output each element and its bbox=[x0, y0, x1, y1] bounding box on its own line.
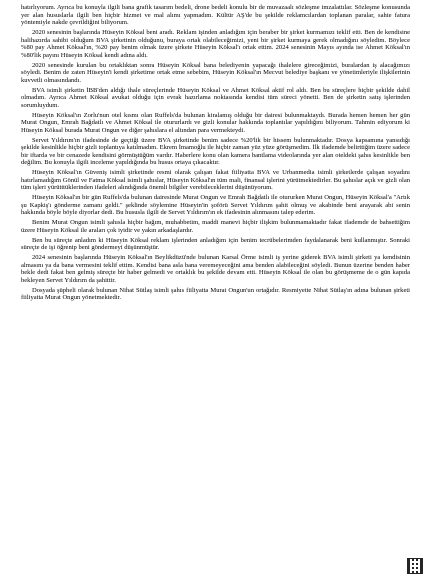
paragraph-3: 2020 senesinde kurulan bu ortaklıktan sonra Hüseyin Köksal bana belediyenin yapacağı ihalelere gireceğimizi, buralardan iş alacağımızı söyledi. Benim de zaten Hüseyin'i kendi şirketime ortak etme sebebim, Hüseyin Köksal'ın Mecvut belediye başkanı ve yönetimleriyle ilişkilerinin kuvvetli olmasındandı. bbox=[21, 61, 410, 84]
paragraph-10: Ben bu süreçte anladım ki Hüseyin Köksal reklam işlerinden anladığım için benim tecrübelerimden faydalanarak beni kullanmıştır. Sonraki süreçte de işi öğrenip beni göndermeyi düşünmüştür. bbox=[21, 236, 410, 252]
paragraph-9: Benim Murat Ongun isimli şahısla hiçbir bağım, muhabbetim, maddi manevi hiçbir ilişkim bulunmamaktadır fakat ifademde de bahsettiğim üzere Hüseyin Köksal ile araları çok iyidir ve yakın arkadaşlardır. bbox=[21, 219, 410, 234]
paragraph-11: 2024 senesinin başlarında Hüseyin Köksal'ın Beylikdüzü'nde bulunan Karsal Örme isimli iş yerine giderek BVA isimli şirketi ya kendisinin almasını ya da bana vermesini teklif ettim. Kendisi bana asla bana veremeyeceğini ama benden alabileceğini söyledi. Bunun üzerine benden haber bekle dedi fakat ben gelmiş süreçte bir haber gelmedi ve ortaklık bu şekilde devam etti. Hüseyin Köksal ile olan bu görüşmeme de o gün kapıda bekleyen Servet Yıldırım da şahittir. bbox=[21, 254, 410, 284]
paragraph-6: Servet Yıldırım'ın ifadesinde de geçtiği üzere BVA şirketinde benim sadece %20'lik bir hissem bulunmaktadır. Dosya kapsamına yansıdığı şekilde kesinlikle hiçbir gizli toplantıya katılmadım. Ekrem İmamoğlu ile hiçbir zaman yüz yüze görüşmedim. İlk ifademde belirttiğim üzere sadece bir iftarda ve bir cenazede kendisini görmüştüğüm vardır. Haberlere konu olan kamera bantlama videolarında yer alan oteldeki şahıs kesinlikle ben değilim. Bu konuyla ilgili inceleme yapıldığında bu husus ortaya çıkacaktır. bbox=[21, 136, 410, 167]
paragraph-5: Hüseyin Köksal'ın Zorlu'nun otel kısmı olan Ruffels'da bulunan kiralamış olduğu bir dairesi bulunmaktaydı. Burada hemen hemen her gün Murat Ongun, Emrah Bağdatlı ve Ahmet Köksal ile otururlardı ve gizli konular hakkında toplantılar yapıldığını biliyorum. Tahmin ediyorum ki Hüseyin Köksal burada Murat Ongun ve diğer şahıslara el altından para vermekteydi. bbox=[21, 111, 410, 134]
paragraph-12: Dosyada şüpheli olarak bulunan Nihat Sütlaş isimli şahıs fiiliyatta Murat Ongun'un ortağıdır. Resmiyette Nihat Sütlaş'ın adına bulunan şirketi fiiliyatta Murat Ongun yönetmektedir. bbox=[21, 286, 410, 302]
qr-code-icon bbox=[407, 558, 423, 574]
paragraph-8: Hüseyin Köksal'ın bir gün Ruffels'da bulunan dairesinde Murat Ongun ve Emrah Bağdatlı ile otururken Murat Ongun, Hüseyin Köksal'a "Artık şu Kapkiş'ı gönderme zamanı geldi." şeklinde söylemine Hüseyin'in şoförü Servet Yıldırım şahit olmuş ve akabinde beni arayarak abi senin hakkında böyle böyle diyorlar dedi. Bu hususla ilgili de Servet Yıldırım'ın ek ifadesinin alınmasını talep ederim. bbox=[21, 194, 410, 217]
paragraph-1: hatırlıyorum. Ayrıca bu konuyla ilgili bana grafik tasarım bedeli, drone bedeli konulu bir de muvazaalı sözleşme imzalattılar. Sözleşme konusunda yer alan hususlarla ilgili ben hiçbir hizmet ve mal alımı yapmadım. Kültür AŞ'de bu şekilde reklamcılardan toplanan paralar, sahte fatura yöntemiyle nakde çevrildiğini biliyorum. bbox=[21, 4, 410, 27]
paragraph-7: Hüseyin Köksal'ın Güveniş isimli şirketinde resmi olarak çalışan fakat fiiliyatta BVA ve Urbanmedia isimli şirketlerde çalışan soyadını hatırlamadığım Gönül ve Fatma Köksal isimli şahıslar, Hüseyin Köksal'ın tüm mali, finansal işlerini yürütmektedirler. Bu şahıslar açık ve gizli olan tüm işleri yürütttüklerinden ifadeleri alındığında önemli bilgiler verebileceklerini düşünüyorum. bbox=[21, 169, 410, 192]
paragraph-4: BVA isimli şirketin İBB'den aldığı ihale süreçlerinde Hüseyin Köksal ve Ahmet Köksal aktif rol aldı. Ben bu süreçlere hiçbir şekilde dahil olmadım. Ayrıca Ahmet Köksal avukat olduğu için evrak hazırlama noktasında kendisi tüm süreci yönetti. Ben de şirketin satış işlerinden sorumluydum. bbox=[21, 86, 410, 109]
paragraph-2: 2020 senesinin başlarında Hüseyin Köksal beni aradı. Reklam işinden anladığım için beraber bir şirket kurmamızı teklif etti. Ben de kendisine halihazırda sahibi olduğum BVA şirketinin olduğunu, buraya ortak olabileceğimizi, yeni bir şirket kurmaya gerek olmadığını söyledim. Böylece %80 pay Ahmet Köksal'ın, %20 pay benim olmak üzere şirkete Hüseyin Köksal'ı ortak ettim. 2024 senesinin Mayıs ayında ise Ahmet Köksal'ın %80'lik payını Hüseyin Köksal kendi adına aldı. bbox=[21, 29, 410, 59]
